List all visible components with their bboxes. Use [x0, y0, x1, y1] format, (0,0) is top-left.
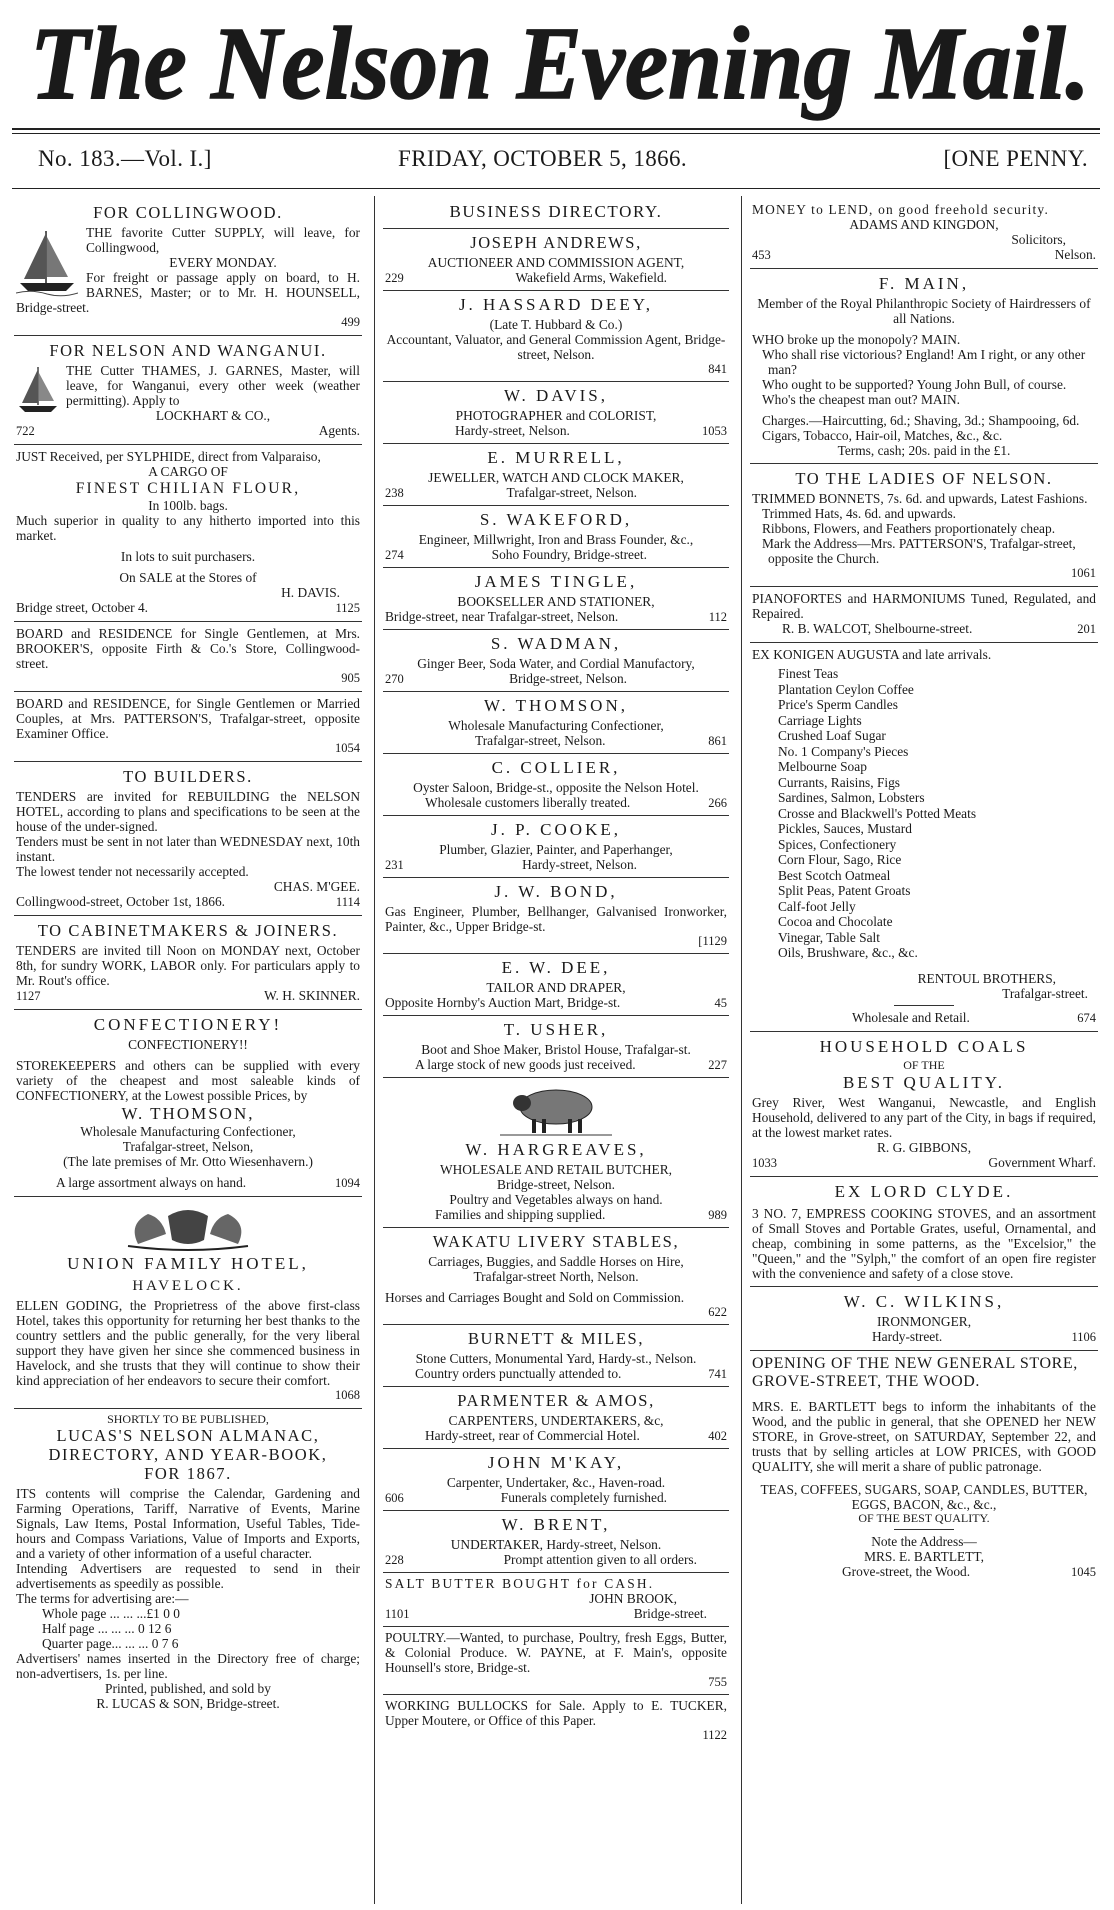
ad-text: In 100lb. bags. [148, 498, 228, 513]
ad-text: OF THE BEST QUALITY. [858, 1510, 990, 1525]
dateline-rule [12, 188, 1100, 189]
listing-brent [383, 1511, 729, 1573]
listing-text: Horses and Carriages Bought and Sold on Commission. [385, 1290, 685, 1305]
listing-text: Wholesale customers liberally treated. [425, 795, 631, 810]
masthead-title-text: The Nelson Evening Mail. [30, 6, 1090, 121]
goods-item: Pickles, Sauces, Mustard [778, 821, 912, 836]
listing-text: JEWELLER, WATCH AND CLOCK MAKER, [428, 470, 684, 485]
ad-text: THE Cutter THAMES, J. GARNES, Master, will leave, for Wanganui, every other week (weather permitting). Apply to [66, 363, 360, 408]
ad-text: (The late premises of Mr. Otto Wiesenhavern.) [63, 1154, 313, 1169]
listing-text: Wakefield Arms, Wakefield. [515, 270, 667, 285]
listing-text: Bridge-street, Nelson. [497, 1177, 615, 1192]
listing-text: Trafalgar-street North, Nelson. [473, 1269, 639, 1284]
ad-poultry [383, 1627, 729, 1695]
listing-text: Bridge-street, Nelson. [509, 671, 627, 686]
ad-ladies-of-nelson [750, 464, 1098, 587]
ad-text: PIANOFORTES and HARMONIUMS Tuned, Regulated, and Repaired. [752, 591, 1096, 621]
listing-name: J. W. BOND, [494, 882, 618, 901]
ad-number: 1061 [1071, 566, 1096, 580]
ad-text: SHORTLY TO BE PUBLISHED, [107, 1412, 269, 1426]
listing-text: Boot and Shoe Maker, Bristol House, Trafalgar-st. [421, 1042, 691, 1057]
listing-wakatu [383, 1228, 729, 1325]
ad-number: 1122 [702, 1728, 727, 1742]
ad-text: The lowest tender not necessarily accepted. [16, 864, 249, 879]
ad-number: 45 [714, 996, 727, 1010]
ad-text: LOCKHART & CO., [155, 408, 271, 423]
listing-text: Funerals completely furnished. [500, 1490, 667, 1505]
listing-thomson [383, 692, 729, 754]
ad-number: 238 [385, 486, 404, 500]
ad-text: POULTRY.—Wanted, to purchase, Poultry, fresh Eggs, Butter, & Colonial Produce. W. PAYNE, at F. Main's, opposite Hounsell's store, Bridge-st. [385, 1630, 727, 1675]
listing-text: Accountant, Valuator, and General Commission Agent, Bridge-street, Nelson. [386, 332, 726, 362]
ad-text: Bridge street, October 4. [16, 600, 149, 615]
listing-text: Stone Cutters, Monumental Yard, Hardy-st., Nelson. [415, 1351, 697, 1366]
ad-text: Who shall rise victorious? England! Am I right, or any other man? [762, 347, 1086, 377]
ad-number: 989 [708, 1208, 727, 1222]
listing-name: BURNETT & MILES, [467, 1329, 645, 1348]
ad-number: 227 [708, 1058, 727, 1072]
ad-subtitle: CONFECTIONERY!! [128, 1037, 248, 1052]
ad-text: Wholesale Manufacturing Confectioner, [80, 1124, 296, 1139]
goods-item: Calf-foot Jelly [778, 898, 856, 914]
ad-money-to-lend [750, 198, 1098, 269]
ad-board-patterson [14, 692, 362, 762]
goods-item: Split Peas, Patent Groats [778, 883, 911, 898]
goods-item: Plantation Ceylon Coffee [778, 681, 914, 697]
listing-text: Hardy-street, Nelson. [455, 423, 570, 438]
ad-title: CONFECTIONERY! [93, 1015, 283, 1034]
listing-hargreaves [383, 1078, 729, 1228]
listing-text: Hardy-street, rear of Commercial Hotel. [425, 1428, 640, 1443]
ad-number: 905 [341, 671, 360, 685]
ad-number: 1101 [385, 1607, 410, 1621]
listing-name: T. USHER, [503, 1020, 609, 1039]
ad-pianofortes [750, 587, 1098, 643]
goods-item: Sardines, Salmon, Lobsters [778, 790, 925, 805]
ad-title: W. C. WILKINS, [843, 1291, 1005, 1311]
ad-number: 841 [708, 362, 727, 376]
ad-subtitle: HAVELOCK. [132, 1278, 244, 1294]
listing-text: (Late T. Hubbard & Co.) [489, 317, 623, 332]
goods-item: Cocoa and Chocolate [778, 914, 893, 929]
ad-number: 231 [385, 858, 404, 872]
ad-text: TRIMMED BONNETS, 7s. 6d. and upwards, Latest Fashions. [752, 491, 1088, 506]
cutter-ship-icon [16, 365, 60, 415]
ad-confectionery [14, 1010, 362, 1197]
issue-number: No. 183.—Vol. I.] [38, 146, 212, 171]
ad-number: 1127 [16, 989, 41, 1003]
column-rule-1 [374, 196, 375, 1904]
ad-text: Wholesale and Retail. [852, 1009, 970, 1025]
listing-name: W. HARGREAVES, [465, 1140, 647, 1159]
listing-deey [383, 291, 729, 382]
ad-text: TENDERS are invited for REBUILDING the NELSON HOTEL, according to plans and specifications to be seen at the house of the under-signed. [16, 789, 360, 834]
ad-heading: FINEST CHILIAN FLOUR, [75, 480, 301, 497]
listing-text: Opposite Hornby's Auction Mart, Bridge-st. [385, 995, 621, 1010]
coat-of-arms-icon [118, 1201, 258, 1253]
ad-text: MRS. E. BARTLETT, [864, 1548, 984, 1564]
ad-title: FOR NELSON AND WANGANUI. [49, 341, 327, 360]
ad-text: WORKING BULLOCKS for Sale. Apply to E. TUCKER, Upper Moutere, or Office of this Paper. [385, 1698, 727, 1728]
ad-f-main [750, 269, 1098, 464]
listing-text: Carriages, Buggies, and Saddle Horses on Hire, [428, 1254, 684, 1269]
ad-number: 274 [385, 548, 404, 562]
ad-union-hotel [14, 1197, 362, 1409]
ad-text: Much superior in quality to any hitherto imported into this market. [16, 513, 360, 543]
ad-title: OPENING OF THE NEW GENERAL STORE, GROVE-STREET, THE WOOD. [752, 1354, 1078, 1390]
goods-item: Finest Teas [778, 666, 839, 681]
ad-text: Advertisers' names inserted in the Directory free of charge; non-advertisers, 1s. per line. [16, 1651, 360, 1681]
listing-name: J. P. COOKE, [491, 820, 621, 839]
ad-text: H. DAVIS. [281, 585, 340, 600]
ad-chilian-flour [14, 445, 362, 622]
ad-text: For freight or passage apply on board, to H. BARNES, Master; or to Mr. H. HOUNSELL, Bridge-street. [16, 270, 360, 315]
ad-text: Trafalgar-street, Nelson, [122, 1139, 254, 1154]
listing-collier [383, 754, 729, 816]
ad-collingwood [14, 198, 362, 336]
ad-text: Mark the Address—Mrs. PATTERSON'S, Trafalgar-street, opposite the Church. [762, 536, 1076, 566]
ad-text: STOREKEEPERS and others can be supplied with every variety of the cheapest and most saleable kinds of CONFECTIONERY, at the Lowest possible Prices, by [16, 1058, 360, 1103]
listing-text: Wholesale Manufacturing Confectioner, [448, 718, 664, 733]
goods-item: Currants, Raisins, Figs [778, 774, 901, 790]
listing-wadman [383, 630, 729, 692]
goods-item: Vinegar, Table Salt [778, 929, 880, 945]
listing-name: E. W. DEE, [501, 958, 611, 977]
listing-andrews [383, 229, 729, 291]
ad-text: Nelson. [1054, 247, 1096, 262]
ad-number: 1045 [1071, 1564, 1096, 1579]
business-directory-header [383, 198, 729, 229]
listing-text: Country orders punctually attended to. [415, 1366, 622, 1381]
ad-number: 861 [708, 734, 727, 748]
ad-text: BOARD and RESIDENCE for Single Gentlemen, at Mrs. BROOKER'S, opposite Firth & Co.'s Store, Collingwood-street. [16, 626, 360, 671]
listing-usher [383, 1016, 729, 1078]
ad-text: Ribbons, Flowers, and Feathers proportionately cheap. [762, 521, 1056, 536]
listing-text: Bridge-street, near Trafalgar-street, Nelson. [385, 609, 619, 624]
sailing-ship-icon [16, 227, 78, 297]
ad-cabinetmakers [14, 916, 362, 1010]
ad-text: EVERY MONDAY. [169, 255, 277, 270]
listing-text: Hardy-street, Nelson. [522, 857, 637, 872]
ad-number: 606 [385, 1491, 404, 1505]
ad-number: 1033 [752, 1155, 777, 1170]
goods-item: Carriage Lights [778, 712, 862, 728]
listing-tingle [383, 568, 729, 630]
listing-text: Plumber, Glazier, Painter, and Paperhanger, [439, 842, 673, 857]
masthead [20, 4, 1100, 122]
ad-text: A CARGO OF [148, 464, 228, 479]
ad-title: TO CABINETMAKERS & JOINERS. [37, 921, 339, 940]
divider [894, 1005, 954, 1006]
ad-text: Bridge-street. [633, 1606, 707, 1621]
ad-text: Government Wharf. [988, 1154, 1096, 1170]
ad-text: Tenders must be sent in not later than WEDNESDAY next, 10th instant. [16, 834, 360, 864]
ad-text: TEAS, COFFEES, SUGARS, SOAP, CANDLES, BUTTER, EGGS, BACON, &c., &c., [760, 1481, 1088, 1512]
listing-text: Poultry and Vegetables always on hand. [449, 1192, 663, 1207]
goods-item: Price's Sperm Candles [778, 697, 898, 712]
ad-text: Trafalgar-street. [1002, 985, 1088, 1001]
ad-number: 1125 [335, 601, 360, 615]
ad-builders [14, 762, 362, 916]
listing-text: Gas Engineer, Plumber, Bellhanger, Galvanised Ironworker, Painter, &c., Upper Bridge-st. [385, 904, 727, 934]
ad-title: FOR 1867. [144, 1464, 232, 1483]
listing-text: CARPENTERS, UNDERTAKERS, &c, [448, 1413, 664, 1428]
ad-number: 229 [385, 271, 404, 285]
listing-text: TAILOR AND DRAPER, [486, 980, 626, 995]
ad-text: ELLEN GODING, the Proprietress of the above first-class Hotel, takes this opportunity for returning her best thanks to the country settlers and the public generally, for the very liberal support they have given her since she commenced business in Havelock, and she trusts that they will continue to show their kind appreciation of her endeavors to secure their comfort. [16, 1298, 360, 1388]
listing-text: A large stock of new goods just received. [415, 1057, 636, 1072]
ad-text: JUST Received, per SYLPHIDE, direct from Valparaiso, [16, 449, 321, 464]
listing-name: W. DAVIS, [504, 386, 608, 405]
listing-text: Families and shipping supplied. [435, 1207, 606, 1222]
ad-number: 1106 [1071, 1329, 1096, 1344]
ad-number: 1053 [702, 424, 727, 438]
ad-text: R. B. WALCOT, Shelbourne-street. [782, 621, 973, 636]
ad-number: 453 [752, 248, 771, 262]
ad-title: TO BUILDERS. [123, 767, 253, 786]
listing-name: W. THOMSON, [484, 696, 628, 715]
listing-text: Engineer, Millwright, Iron and Brass Founder, &c., [418, 532, 694, 547]
listing-name: JOHN M'KAY, [487, 1453, 625, 1472]
ad-text: 3 NO. 7, EMPRESS COOKING STOVES, and an assortment of Small Stoves and Portable Grates, useful, Ornamental, and cheap, combining in some patterns, as the "Excelsior," the "Queen," and the "Sylph," the comfort of an open fire register with the convenience and safety of a close stove. [752, 1205, 1096, 1281]
column-2 [383, 198, 729, 1898]
ad-text: Who ought to be supported? Young John Bull, of course. [762, 377, 1067, 392]
ad-title: FOR COLLINGWOOD. [93, 203, 283, 222]
ad-number: 201 [1077, 622, 1096, 636]
ad-text: R. G. GIBBONS, [876, 1139, 972, 1155]
issue-date: FRIDAY, OCTOBER 5, 1866. [398, 146, 688, 171]
ad-number: 402 [708, 1429, 727, 1443]
ad-title: TO THE LADIES OF NELSON. [795, 469, 1053, 488]
ad-text: Grove-street, the Wood. [842, 1563, 971, 1579]
ad-text: JOHN BROOK, [589, 1591, 677, 1606]
ad-number: 622 [708, 1305, 727, 1319]
ad-text: THE favorite Cutter SUPPLY, will leave, for Collingwood, [86, 225, 360, 255]
goods-item: Crushed Loaf Sugar [778, 728, 886, 743]
listing-text: AUCTIONEER AND COMMISSION AGENT, [427, 255, 685, 270]
listing-cooke [383, 816, 729, 878]
ad-text: CHAS. M'GEE. [273, 879, 360, 894]
ad-number: [1129 [698, 934, 727, 948]
listing-dee [383, 954, 729, 1016]
goods-item: Oils, Brushware, &c., &c. [778, 945, 918, 960]
ad-text: Note the Address— [871, 1533, 977, 1549]
ad-salt-butter [383, 1573, 729, 1627]
listing-text: Oyster Saloon, Bridge-st., opposite the Nelson Hotel. [413, 780, 699, 795]
ad-wilkins [750, 1287, 1098, 1351]
section-title: BUSINESS DIRECTORY. [449, 202, 663, 221]
ad-number: 266 [708, 796, 727, 810]
listing-text: Soho Foundry, Bridge-street. [491, 547, 647, 562]
ad-text: Grey River, West Wanganui, Newcastle, and English Household, delivered to any part of the City, in bags if required, at the lowest market rates. [752, 1094, 1096, 1140]
terms-row: Quarter page... ... ... 0 7 6 [42, 1636, 179, 1651]
masthead-rule-top [12, 128, 1100, 130]
terms-row: Half page ... ... ... 0 12 6 [42, 1621, 172, 1636]
listing-text: Trafalgar-street, Nelson. [506, 485, 637, 500]
listing-name: W. BRENT, [501, 1515, 611, 1534]
ad-text: The terms for advertising are:— [16, 1591, 189, 1606]
listing-text: BOOKSELLER AND STATIONER, [457, 594, 655, 609]
ad-household-coals [750, 1032, 1098, 1177]
ad-text: Agents. [318, 423, 360, 438]
ad-text: R. LUCAS & SON, Bridge-street. [96, 1696, 280, 1711]
masthead-rule-thin [12, 133, 1100, 134]
ad-title: F. MAIN, [878, 274, 970, 293]
ad-number: 112 [708, 610, 727, 624]
ad-text: Trimmed Hats, 4s. 6d. and upwards. [762, 506, 957, 521]
ad-text: BOARD and RESIDENCE, for Single Gentlemen or Married Couples, at Mrs. PATTERSON'S, Trafalgar-street, opposite Examiner Office. [16, 696, 360, 741]
ad-title: EX LORD CLYDE. [834, 1181, 1014, 1201]
listing-name: JOSEPH ANDREWS, [470, 233, 642, 252]
ad-text: IRONMONGER, [876, 1313, 972, 1329]
listing-text: Trafalgar-street, Nelson. [475, 733, 606, 748]
listing-text: WHOLESALE AND RETAIL BUTCHER, [439, 1162, 672, 1177]
ad-number: 1068 [335, 1388, 360, 1402]
divider [894, 1529, 954, 1530]
ad-text: Who's the cheapest man out? MAIN. [762, 392, 961, 407]
ad-text: Solicitors, [1011, 232, 1066, 247]
goods-item: Best Scotch Oatmeal [778, 867, 891, 883]
ad-text: EX KONIGEN AUGUSTA and late arrivals. [752, 647, 992, 662]
listing-text: Prompt attention given to all orders. [503, 1552, 697, 1567]
sheep-icon [496, 1081, 616, 1139]
ad-bullocks [383, 1695, 729, 1747]
ad-title: HOUSEHOLD COALS [819, 1036, 1029, 1056]
column-3 [750, 198, 1098, 1898]
listing-name: C. COLLIER, [491, 758, 621, 777]
ad-text: MRS. E. BARTLETT begs to inform the inhabitants of the Wood, and the public in general, that she OPENED her NEW STORE, in Grove-street, on SATURDAY, September 22, and trusts that by selling articles at LOW PRICES, with GOOD QUALITY, she will merit a share of public patronage. [752, 1398, 1096, 1474]
listing-murrell [383, 444, 729, 506]
ad-text: Intending Advertisers are requested to send in their advertisements as speedily as possible. [16, 1561, 360, 1591]
ad-text: Printed, published, and sold by [105, 1681, 271, 1696]
ad-number: 755 [708, 1675, 727, 1689]
ad-number: 741 [708, 1367, 727, 1381]
issue-price: [ONE PENNY. [943, 146, 1088, 171]
ad-konigen-augusta [750, 643, 1098, 1032]
ad-text: Hardy-street. [872, 1328, 943, 1344]
listing-name: S. WADMAN, [490, 634, 622, 653]
column-rule-2 [741, 196, 742, 1904]
ad-bartlett-store [750, 1351, 1098, 1585]
ad-text: OF THE [903, 1057, 945, 1072]
listing-mckay [383, 1449, 729, 1511]
ad-text: SALT BUTTER BOUGHT for CASH. [385, 1576, 655, 1591]
listing-text: UNDERTAKER, Hardy-street, Nelson. [450, 1537, 662, 1552]
ad-board-brooker [14, 622, 362, 692]
ad-number: 722 [16, 424, 35, 438]
goods-item: Corn Flour, Sago, Rice [778, 852, 902, 867]
ad-text: ITS contents will comprise the Calendar, Gardening and Farming Operations, Tariff, Narrative of Events, Marine Signals, Law Items, Postal Information, Useful Tables, Tide-hours and Compass Variations, Value of Imports and Exports, and a variety of other information of a useful character. [16, 1486, 360, 1561]
ad-text: Terms, cash; 20s. paid in the £1. [837, 443, 1011, 458]
ad-number: 270 [385, 672, 404, 686]
ad-text: W. H. SKINNER. [264, 988, 360, 1003]
ad-number: 228 [385, 1553, 404, 1567]
masthead-title [20, 4, 1100, 122]
ad-text: ADAMS AND KINGDON, [849, 217, 999, 232]
ad-text: TENDERS are invited till Noon on MONDAY next, October 8th, for sundry WORK, LABOR only. For particulars apply to Mr. Rout's office. [16, 943, 360, 988]
ad-title: LUCAS'S NELSON ALMANAC, [56, 1426, 320, 1445]
ad-heading: W. THOMSON, [121, 1104, 255, 1123]
ad-text: On SALE at the Stores of [119, 570, 257, 585]
goods-item: No. 1 Company's Pieces [778, 743, 909, 759]
goods-item: Crosse and Blackwell's Potted Meats [778, 805, 977, 821]
ad-title: BEST QUALITY. [842, 1072, 1006, 1092]
ad-text: Charges.—Haircutting, 6d.; Shaving, 3d.; Shampooing, 6d. [762, 413, 1080, 428]
listing-wakeford [383, 506, 729, 568]
ad-number: 1054 [335, 741, 360, 755]
ad-lucas-almanac [14, 1409, 362, 1716]
ad-text: RENTOUL BROTHERS, [917, 970, 1056, 986]
ad-title: UNION FAMILY HOTEL, [67, 1254, 309, 1273]
terms-row: Whole page ... ... ...£1 0 0 [42, 1606, 180, 1621]
dateline [14, 146, 1104, 186]
ad-number: 1094 [335, 1176, 360, 1190]
listing-name: JAMES TINGLE, [474, 572, 638, 591]
ad-title: DIRECTORY, AND YEAR-BOOK, [48, 1445, 328, 1464]
listing-name: S. WAKEFORD, [479, 510, 633, 529]
listing-parmenter [383, 1387, 729, 1449]
ad-text: Member of the Royal Philanthropic Society of Hairdressers of all Nations. [757, 296, 1091, 326]
goods-item: Spices, Confectionery [778, 836, 897, 852]
listing-name: WAKATU LIVERY STABLES, [432, 1232, 680, 1251]
listing-bond [383, 878, 729, 954]
listing-text: PHOTOGRAPHER and COLORIST, [455, 408, 657, 423]
ad-number: 674 [1077, 1010, 1096, 1025]
listing-name: J. HASSARD DEEY, [458, 295, 654, 314]
ad-text: A large assortment always on hand. [56, 1175, 247, 1190]
ad-text: Cigars, Tobacco, Hair-oil, Matches, &c., &c. [762, 428, 1003, 443]
ad-text: Collingwood-street, October 1st, 1866. [16, 894, 226, 909]
column-1 [14, 198, 362, 1898]
ad-text: MONEY to LEND, on good freehold security. [752, 202, 1049, 217]
listing-text: Ginger Beer, Soda Water, and Cordial Manufactory, [417, 656, 695, 671]
ad-text: WHO broke up the monopoly? MAIN. [752, 332, 961, 347]
listing-davis [383, 382, 729, 444]
listing-text: Carpenter, Undertaker, &c., Haven-road. [446, 1475, 666, 1490]
ad-number: 1114 [335, 895, 360, 909]
goods-item: Melbourne Soap [778, 759, 867, 774]
ad-wanganui [14, 336, 362, 445]
ad-text: In lots to suit purchasers. [120, 549, 256, 564]
listing-name: PARMENTER & AMOS, [457, 1391, 655, 1410]
ad-lord-clyde [750, 1177, 1098, 1287]
listing-name: E. MURRELL, [487, 448, 625, 467]
listing-burnett [383, 1325, 729, 1387]
ad-number: 499 [341, 315, 360, 329]
